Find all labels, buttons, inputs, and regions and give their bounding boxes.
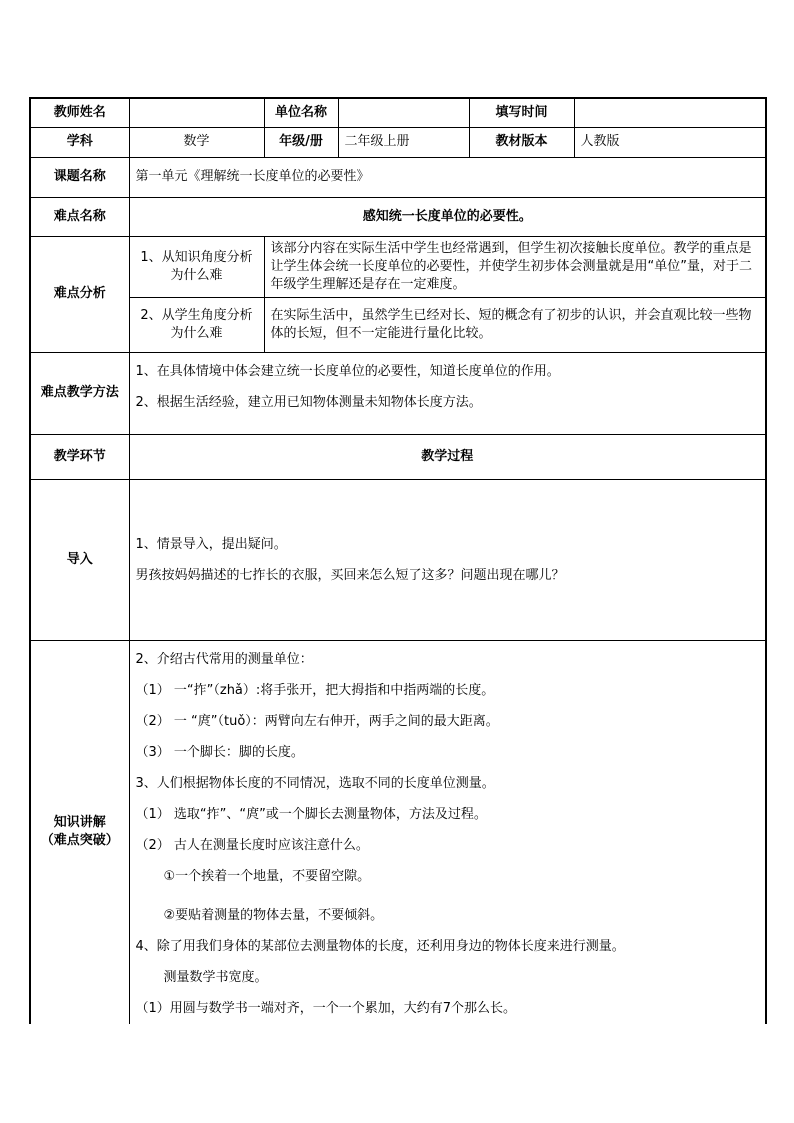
- fill-date-label: 填写时间: [469, 98, 574, 127]
- knowledge-line-4: （3） 一个脚长：脚的长度。: [135, 744, 304, 760]
- knowledge-line-10: 4、除了用我们身体的某部位去测量物体的长度，还利用身边的物体长度来进行测量。: [135, 938, 625, 954]
- method-label: 难点教学方法: [30, 352, 129, 434]
- teacher-name-value[interactable]: [129, 98, 264, 127]
- knowledge-label-line-1: 知识讲解: [53, 815, 106, 830]
- unit-name-label: 单位名称: [264, 98, 338, 127]
- intro-content: [129, 479, 766, 640]
- subject-label: 学科: [30, 127, 129, 157]
- header-row-1: [30, 98, 766, 127]
- knowledge-line-8: ①一个挨着一个地量，不要留空隙。: [163, 868, 371, 884]
- knowledge-line-6: （1） 选取“拃”、“庹”或一个脚长去测量物体，方法及过程。: [135, 806, 487, 822]
- knowledge-line-1: 2、介绍古代常用的测量单位：: [135, 651, 313, 667]
- knowledge-line-12: （1）用圆与数学书一端对齐，一个一个累加，大约有7个那么长。: [135, 1000, 517, 1016]
- unit-name-value[interactable]: [338, 98, 469, 127]
- analysis-student-row: [30, 297, 766, 352]
- knowledge-line-7: （2） 古人在测量长度时应该注意什么。: [135, 837, 369, 853]
- fill-date-value[interactable]: [574, 98, 766, 127]
- intro-line-2: 男孩按妈妈描述的七拃长的衣服，买回来怎么短了这多？问题出现在哪儿？: [135, 567, 565, 583]
- difficulty-row: [30, 197, 766, 236]
- knowledge-row: [30, 640, 766, 1024]
- process-header-row: [30, 434, 766, 479]
- analysis-knowledge-row: [30, 236, 766, 297]
- method-row: [30, 352, 766, 434]
- difficulty-value: 感知统一长度单位的必要性。: [129, 197, 766, 236]
- knowledge-line-11: 测量数学书宽度。: [163, 969, 268, 985]
- header-row-2: [30, 127, 766, 157]
- lesson-title-label: 课题名称: [30, 157, 129, 197]
- edition-label: 教材版本: [469, 127, 574, 157]
- intro-label: 导入: [30, 479, 129, 640]
- analysis-student-label: 2、从学生角度分析为什么难: [129, 297, 264, 352]
- method-content: [129, 352, 766, 434]
- knowledge-line-2: （1） 一“拃”（zhǎ）:将手张开，把大拇指和中指两端的长度。: [135, 682, 495, 698]
- method-item-1: 1、在具体情境中体会建立统一长度单位的必要性，知道长度单位的作用。: [135, 363, 560, 379]
- knowledge-label: [30, 640, 129, 1024]
- knowledge-line-5: 3、人们根据物体长度的不同情况，选取不同的长度单位测量。: [135, 775, 495, 791]
- grade-label: 年级/册: [264, 127, 338, 157]
- intro-line-1: 1、情景导入，提出疑问。: [135, 536, 287, 552]
- lesson-title-row: [30, 157, 766, 197]
- analysis-knowledge-text: 该部分内容在实际生活中学生也经常遇到，但学生初次接触长度单位。教学的重点是让学生体会统一长度单位的必要性，并使学生初步体会测量就是用“单位”量，对于二年级学生理解还是存在一定难度。: [264, 236, 766, 297]
- knowledge-line-9: ②要贴着测量的物体去量，不要倾斜。: [163, 907, 384, 923]
- knowledge-line-3: （2） 一 “庹”（tuǒ）：两臂向左右伸开，两手之间的最大距离。: [135, 713, 499, 729]
- lesson-plan-table: [29, 97, 767, 1024]
- process-header-label: 教学过程: [129, 434, 766, 479]
- stage-header-label: 教学环节: [30, 434, 129, 479]
- knowledge-label-line-2: （难点突破）: [40, 833, 119, 848]
- edition-value: 人教版: [574, 127, 766, 157]
- intro-row: [30, 479, 766, 640]
- analysis-student-text: 在实际生活中，虽然学生已经对长、短的概念有了初步的认识，并会直观比较一些物体的长短，但不一定能进行量化比较。: [264, 297, 766, 352]
- difficulty-label: 难点名称: [30, 197, 129, 236]
- teacher-name-label: 教师姓名: [30, 98, 129, 127]
- analysis-knowledge-label: 1、从知识角度分析为什么难: [129, 236, 264, 297]
- subject-value: 数学: [129, 127, 264, 157]
- knowledge-content: [129, 640, 766, 1024]
- analysis-label: 难点分析: [30, 236, 129, 352]
- lesson-title-value: 第一单元《理解统一长度单位的必要性》: [129, 157, 766, 197]
- grade-value: 二年级上册: [338, 127, 469, 157]
- method-item-2: 2、根据生活经验，建立用已知物体测量未知物体长度方法。: [135, 394, 482, 410]
